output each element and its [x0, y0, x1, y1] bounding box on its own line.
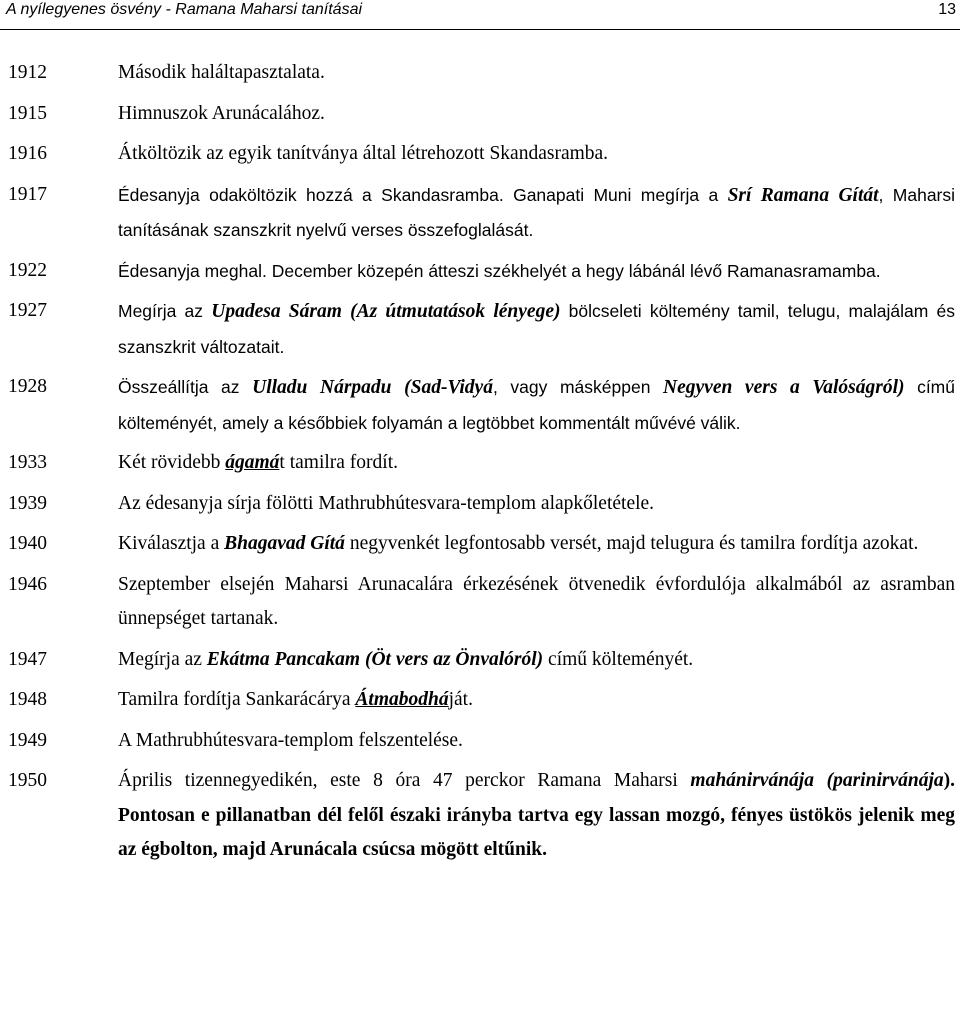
entry-year: 1950 [8, 770, 47, 791]
entry-text-part: ). Pontosan e pillanatban dél felől északi irányba tartva egy lassan mozgó, fényes üstökös jelenik meg az égbolton, majd Arunácala csúcsa mögött eltűnik. [118, 770, 955, 860]
entry-text: Átköltözik az egyik tanítványa által létrehozott Skandasramba. [118, 143, 609, 164]
entry-text: Szeptember elsején Maharsi Arunacalára érkezésének ötvenedik évfordulója alkalmából az asramban ünnepséget tartanak. [118, 573, 955, 629]
entry-text: A Mathrubhútesvara-templom felszentelése. [118, 729, 463, 751]
entry-text-part: Tamilra fordítja Sankarácárya [118, 689, 356, 710]
entry-text-part: bölcseleti költemény tamil, telugu, malajálam és szanszkrit változatait. [118, 301, 955, 357]
entry-text [118, 178, 955, 248]
entry-year: 1933 [8, 452, 47, 473]
entry-text: Himnuszok Arunácalához. [118, 102, 325, 124]
entry-1922 [0, 254, 960, 289]
entry-text [118, 683, 955, 718]
work-title: Upadesa Sáram (Az útmutatások lényege) [211, 301, 561, 322]
entry-text: Az édesanyja sírja fölötti Mathrubhútesvara-templom alapkőletétele. [118, 492, 655, 514]
entry-text-part: Összeállítja az [118, 377, 253, 397]
entry-year: 1939 [8, 492, 47, 514]
entry-1912 [0, 56, 960, 91]
chronology-list [0, 56, 960, 874]
entry-year: 1946 [8, 573, 47, 595]
entry-1927 [0, 294, 960, 364]
work-title: ágamá [225, 452, 280, 473]
entry-year: 1947 [8, 648, 47, 670]
entry-text-part: , vagy másképpen [492, 377, 664, 397]
entry-1915 [0, 97, 960, 132]
entry-1946 [0, 568, 960, 637]
running-header [0, 0, 960, 30]
entry-1949 [0, 724, 960, 759]
entry-text-part: című költeményét, amely a későbbiek folyamán a legtöbbet kommentált művévé válik. [118, 377, 955, 433]
running-title: A nyílegyenes ösvény - Ramana Maharsi tanításai [6, 1, 363, 18]
entry-year: 1940 [8, 533, 47, 554]
work-title: Ulladu Nárpadu (Sad-Vidyá [252, 377, 493, 398]
entry-1940 [0, 527, 960, 562]
entry-year: 1915 [8, 102, 47, 124]
entry-text-part: ját. [448, 689, 473, 710]
entry-1917 [0, 178, 960, 248]
work-title: Ekátma Pancakam (Öt vers az Önvalóról) [206, 648, 544, 670]
entry-year: 1927 [8, 300, 47, 321]
entry-1933 [0, 446, 960, 481]
entry-1916 [0, 137, 960, 172]
work-title: Átmabodhá [355, 689, 449, 710]
entry-text [118, 764, 955, 868]
entry-text [118, 527, 955, 562]
entry-year: 1922 [8, 259, 47, 281]
entry-year: 1949 [8, 729, 47, 751]
entry-text-part: t tamilra fordít. [279, 452, 398, 473]
entry-text-part: Kiválasztja a [118, 533, 225, 554]
entry-text-part: Két rövidebb [118, 452, 226, 473]
entry-text [118, 643, 955, 678]
work-title: mahánirvánája (parinirvánája [690, 770, 944, 791]
entry-1950 [0, 764, 960, 868]
entry-text-part: , Maharsi tanításának szanszkrit nyelvű verses összefoglalását. [118, 184, 956, 240]
entry-year: 1912 [8, 62, 47, 83]
entry-1939 [0, 487, 960, 522]
entry-text: Édesanyja meghal. December közepén átteszi székhelyét a hegy lábánál lévő Ramanasramamba. [118, 260, 881, 281]
entry-year: 1917 [8, 183, 47, 205]
work-title-alt: Negyven vers a Valóságról) [663, 377, 905, 398]
work-title: Srí Ramana Gítát [727, 184, 879, 206]
entry-1948 [0, 683, 960, 718]
entry-text: Második haláltapasztalata. [118, 62, 325, 83]
work-title: Bhagavad Gítá [224, 533, 345, 554]
entry-text-part: című költeményét. [543, 648, 694, 670]
entry-year: 1928 [8, 376, 47, 397]
entry-text [118, 294, 955, 364]
entry-text-part: Édesanyja odaköltözik hozzá a Skandasramba. Ganapati Muni megírja a [118, 184, 728, 205]
entry-year: 1916 [8, 143, 47, 164]
entry-text [118, 446, 955, 481]
entry-text-part: Április tizennegyedikén, este 8 óra 47 perckor Ramana Maharsi [118, 770, 691, 791]
entry-text-part: Megírja az [118, 301, 212, 321]
entry-1928 [0, 370, 960, 440]
entry-year: 1948 [8, 689, 47, 710]
page-number: 13 [938, 1, 956, 18]
entry-text-part: negyvenkét legfontosabb versét, majd telugura és tamilra fordítja azokat. [344, 533, 919, 554]
entry-text [118, 370, 955, 440]
entry-text-part: Megírja az [118, 648, 207, 670]
entry-1947 [0, 643, 960, 678]
